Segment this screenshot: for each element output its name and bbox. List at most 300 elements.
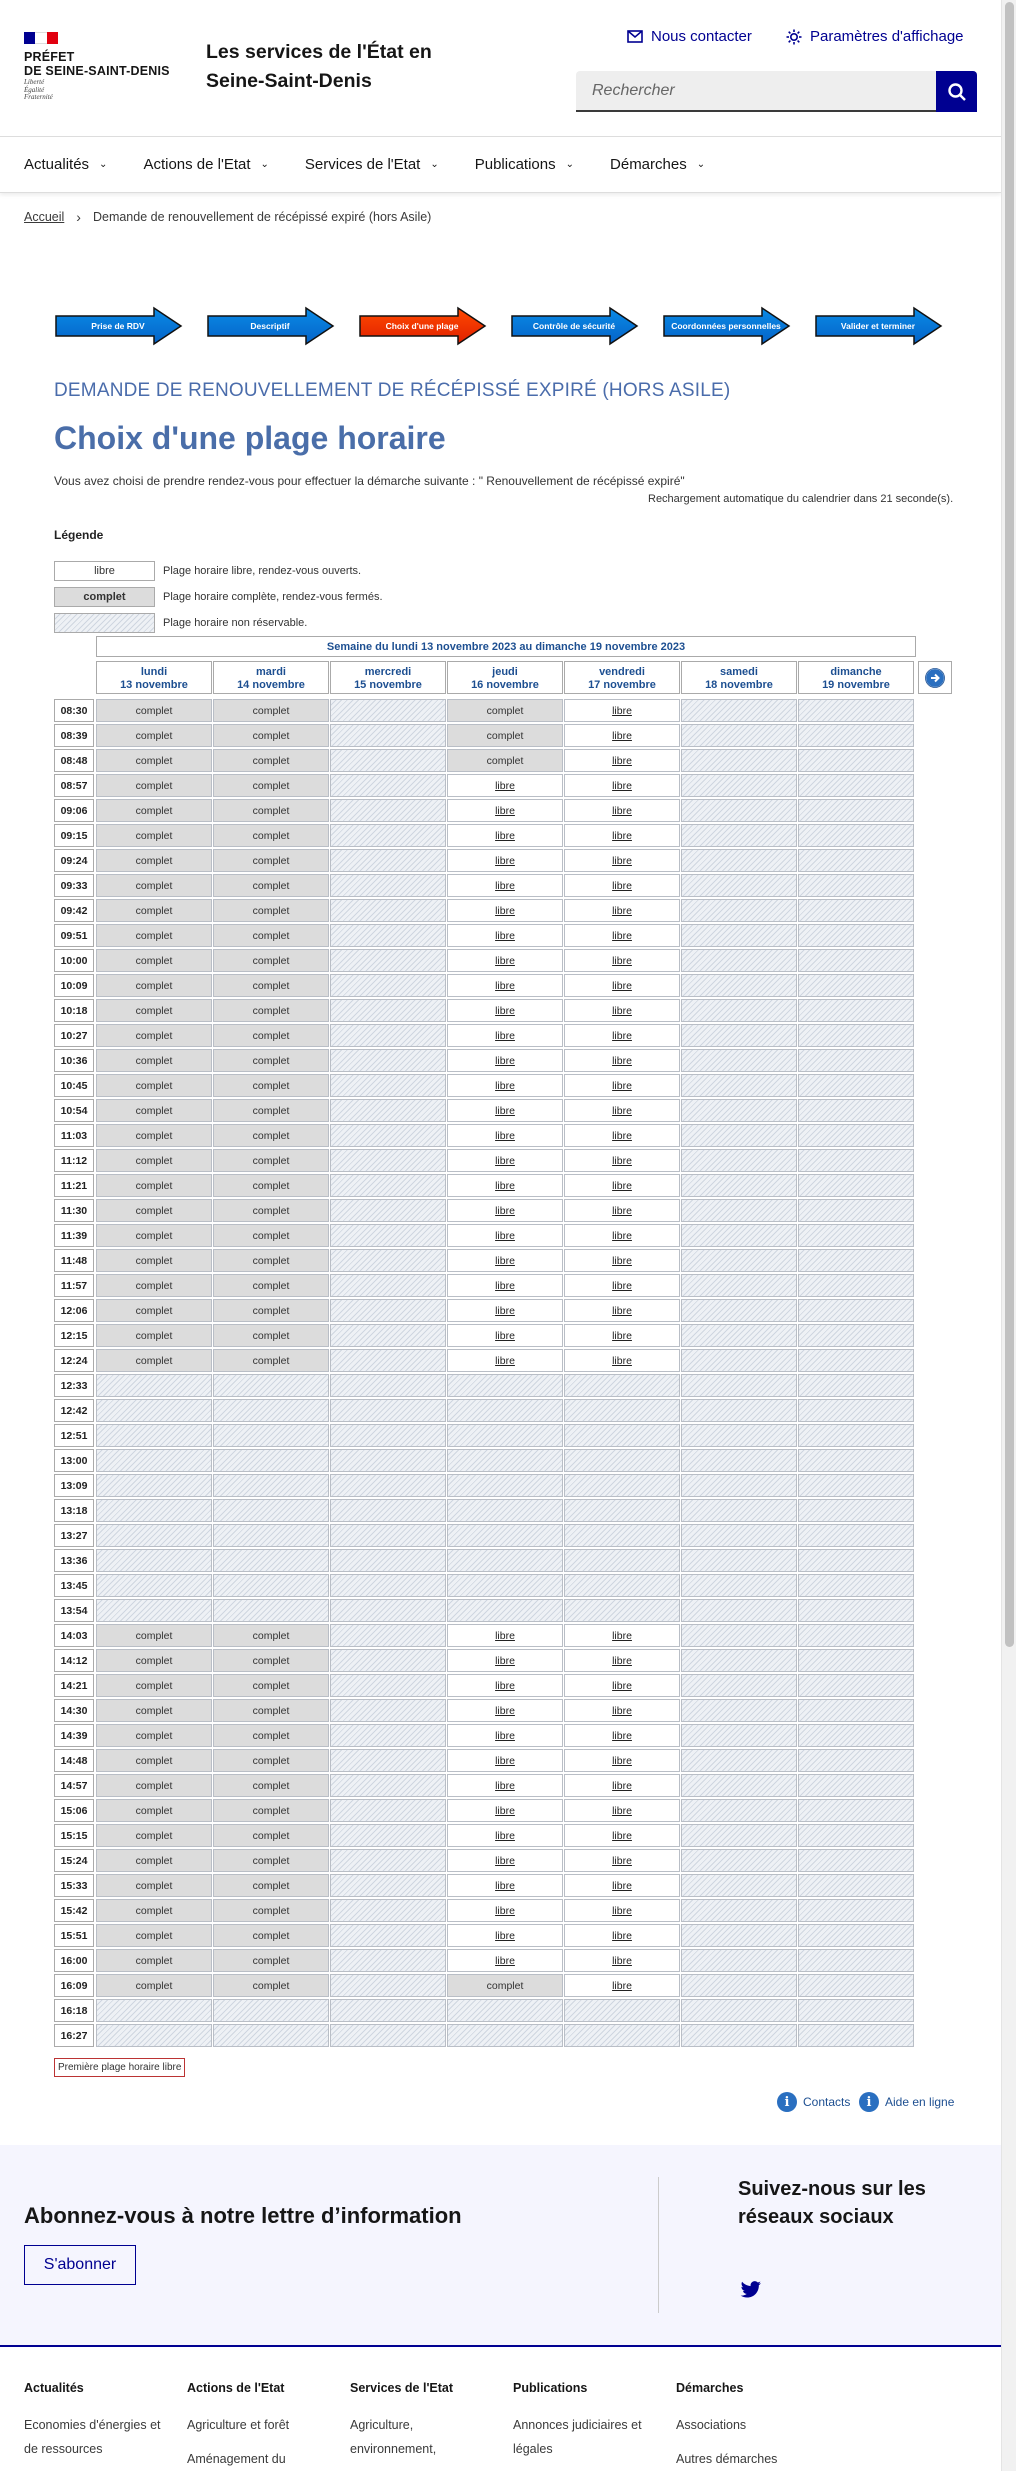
slot-free-link[interactable]: libre xyxy=(495,1129,515,1142)
slot-free-link[interactable]: libre xyxy=(612,1929,632,1942)
slot-free-link[interactable]: libre xyxy=(495,904,515,917)
slot-free-link[interactable]: libre xyxy=(612,1654,632,1667)
slot-free[interactable] xyxy=(564,874,680,897)
chevron-down-icon: ⌄ xyxy=(565,159,575,170)
time-label: 08:48 xyxy=(54,749,94,772)
info-icon: i xyxy=(859,2092,879,2112)
slot-free[interactable] xyxy=(447,1249,563,1272)
timeslot-row xyxy=(54,1799,915,1824)
slot-unavailable xyxy=(681,1374,797,1397)
slot-free[interactable] xyxy=(564,1949,680,1972)
nav-actions-etat[interactable] xyxy=(143,156,268,173)
slot-free-link[interactable]: libre xyxy=(612,1354,632,1367)
slot-free-link[interactable]: libre xyxy=(612,1079,632,1092)
slot-free[interactable] xyxy=(447,1199,563,1222)
chevron-down-icon: ⌄ xyxy=(430,159,439,170)
slot-free[interactable] xyxy=(564,1049,680,1072)
slot-free-link[interactable]: libre xyxy=(612,879,632,892)
timeslot-row xyxy=(54,1724,915,1749)
slot-free-link[interactable]: libre xyxy=(495,1104,515,1117)
slot-unavailable xyxy=(213,1449,329,1472)
slot-free-link[interactable]: libre xyxy=(612,1279,632,1292)
scrollbar-thumb[interactable] xyxy=(1005,2,1014,1647)
slot-free-link[interactable]: libre xyxy=(495,929,515,942)
slot-free[interactable] xyxy=(564,974,680,997)
next-week-button[interactable] xyxy=(918,661,952,694)
slot-free[interactable] xyxy=(564,1749,680,1772)
search-button[interactable] xyxy=(936,71,977,112)
slot-free-link[interactable]: libre xyxy=(612,1254,632,1267)
timeslot-row xyxy=(54,1249,915,1274)
slot-free[interactable] xyxy=(447,1099,563,1122)
footer-link[interactable]: Annonces judiciaires et légales xyxy=(513,2418,642,2456)
time-label: 08:39 xyxy=(54,724,94,747)
slot-free-link[interactable]: libre xyxy=(495,1254,515,1267)
slot-free-link[interactable]: libre xyxy=(612,1829,632,1842)
slot-free-link[interactable]: libre xyxy=(495,1754,515,1767)
slot-full: complet xyxy=(213,1074,329,1097)
slot-full: complet xyxy=(213,874,329,897)
footer-column-title[interactable]: Démarches xyxy=(676,2381,744,2395)
slot-free[interactable] xyxy=(564,724,680,747)
slot-free[interactable] xyxy=(447,1674,563,1697)
slot-free[interactable] xyxy=(447,899,563,922)
slot-free-link[interactable]: libre xyxy=(495,1629,515,1642)
slot-free-link[interactable]: libre xyxy=(495,1354,515,1367)
slot-free[interactable] xyxy=(564,1099,680,1122)
slot-free[interactable] xyxy=(564,1124,680,1147)
slot-unavailable xyxy=(798,1274,914,1297)
slot-free-link[interactable]: libre xyxy=(612,954,632,967)
slot-free-link[interactable]: libre xyxy=(612,1904,632,1917)
slot-free[interactable] xyxy=(447,1949,563,1972)
slot-full: complet xyxy=(213,824,329,847)
footer-column-title[interactable]: Actions de l'Etat xyxy=(187,2381,285,2395)
slot-free[interactable] xyxy=(564,699,680,722)
time-label: 12:33 xyxy=(54,1374,94,1397)
slot-free[interactable] xyxy=(564,949,680,972)
slot-free[interactable] xyxy=(447,1349,563,1372)
slot-free[interactable] xyxy=(564,899,680,922)
subscribe-button[interactable]: S'abonner xyxy=(24,2245,136,2285)
slot-unavailable xyxy=(798,1224,914,1247)
nav-actualites[interactable] xyxy=(24,156,107,173)
time-label: 09:15 xyxy=(54,824,94,847)
footer-link[interactable]: Economies d'énergies et de ressources xyxy=(24,2418,161,2456)
slot-full: complet xyxy=(213,999,329,1022)
slot-free[interactable] xyxy=(447,799,563,822)
time-label: 13:45 xyxy=(54,1574,94,1597)
slot-free[interactable] xyxy=(447,1124,563,1147)
day-header-dimanche xyxy=(798,661,914,694)
slot-free-link[interactable]: libre xyxy=(495,1929,515,1942)
slot-free-link[interactable]: libre xyxy=(495,1804,515,1817)
step-2 xyxy=(206,306,358,346)
prefecture-logo[interactable] xyxy=(24,50,170,78)
slot-free[interactable] xyxy=(447,1799,563,1822)
slot-free[interactable] xyxy=(564,1824,680,1847)
slot-free[interactable] xyxy=(447,1174,563,1197)
slot-unavailable xyxy=(330,1224,446,1247)
slot-unavailable xyxy=(681,1674,797,1697)
slot-free-link[interactable]: libre xyxy=(612,1204,632,1217)
slot-free-link[interactable]: libre xyxy=(495,1004,515,1017)
nav-demarches[interactable] xyxy=(610,156,705,173)
slot-free[interactable] xyxy=(564,799,680,822)
slot-free-link[interactable]: libre xyxy=(612,1179,632,1192)
devise xyxy=(24,79,53,102)
slot-full: complet xyxy=(96,799,212,822)
time-label: 16:09 xyxy=(54,1974,94,1997)
slot-free[interactable] xyxy=(447,1699,563,1722)
slot-free[interactable] xyxy=(447,1649,563,1672)
online-help-link[interactable] xyxy=(859,2092,954,2112)
slot-free[interactable] xyxy=(564,1199,680,1222)
slot-free-link[interactable]: libre xyxy=(495,1779,515,1792)
footer-link[interactable]: Aménagement du xyxy=(187,2452,286,2466)
legend-unavailable-box xyxy=(54,613,155,633)
slot-free[interactable] xyxy=(447,974,563,997)
slot-free-link[interactable]: libre xyxy=(612,1679,632,1692)
footer-link[interactable]: Agriculture, environnement, xyxy=(350,2418,437,2456)
slot-free-link[interactable]: libre xyxy=(612,979,632,992)
slot-unavailable xyxy=(330,1024,446,1047)
next-arrow-icon xyxy=(924,667,946,689)
slot-full: complet xyxy=(96,1899,212,1922)
slot-full: complet xyxy=(447,749,563,772)
slot-free-link[interactable]: libre xyxy=(495,1154,515,1167)
slot-unavailable xyxy=(96,1524,212,1547)
slot-unavailable xyxy=(681,1324,797,1347)
slot-free-link[interactable]: libre xyxy=(495,1204,515,1217)
slot-free-link[interactable]: libre xyxy=(495,1854,515,1867)
slot-free-link[interactable]: libre xyxy=(495,829,515,842)
slot-unavailable xyxy=(447,1574,563,1597)
slot-free-link[interactable]: libre xyxy=(612,1329,632,1342)
slot-unavailable xyxy=(798,1374,914,1397)
slot-unavailable xyxy=(798,874,914,897)
slot-free[interactable] xyxy=(447,999,563,1022)
slot-free[interactable] xyxy=(564,749,680,772)
slot-free-link[interactable]: libre xyxy=(495,1904,515,1917)
footer-column-title[interactable]: Actualités xyxy=(24,2381,84,2395)
slot-unavailable xyxy=(681,1749,797,1772)
nav-publications[interactable] xyxy=(475,156,574,173)
slot-unavailable xyxy=(330,1474,446,1497)
slot-free-link[interactable]: libre xyxy=(495,879,515,892)
slot-free[interactable] xyxy=(447,1324,563,1347)
time-label: 15:15 xyxy=(54,1824,94,1847)
display-settings-button[interactable] xyxy=(786,28,964,45)
slot-free[interactable] xyxy=(564,1799,680,1822)
slot-full: complet xyxy=(213,1699,329,1722)
slot-full: complet xyxy=(96,724,212,747)
slot-full: complet xyxy=(96,1074,212,1097)
slot-unavailable xyxy=(330,1924,446,1947)
timeslot-row xyxy=(54,1449,915,1474)
slot-free-link[interactable]: libre xyxy=(612,1054,632,1067)
slot-free[interactable] xyxy=(564,1224,680,1247)
slot-free-link[interactable]: libre xyxy=(495,1079,515,1092)
slot-free[interactable] xyxy=(564,1074,680,1097)
slot-free-link[interactable]: libre xyxy=(612,854,632,867)
timeslot-row xyxy=(54,924,915,949)
slot-free-link[interactable]: libre xyxy=(495,1054,515,1067)
slot-free[interactable] xyxy=(447,1024,563,1047)
footer-column-title[interactable]: Services de l'Etat xyxy=(350,2381,454,2395)
slot-free[interactable] xyxy=(564,1349,680,1372)
slot-unavailable xyxy=(798,1474,914,1497)
week-header: Semaine du lundi 13 novembre 2023 au dimanche 19 novembre 2023 xyxy=(96,636,916,657)
slot-free-link[interactable]: libre xyxy=(612,1629,632,1642)
slot-free[interactable] xyxy=(447,1274,563,1297)
slot-free-link[interactable]: libre xyxy=(495,779,515,792)
slot-free-link[interactable]: libre xyxy=(612,829,632,842)
slot-free[interactable] xyxy=(564,1924,680,1947)
slot-free[interactable] xyxy=(447,924,563,947)
timeslot-row xyxy=(54,1849,915,1874)
slot-unavailable xyxy=(330,1599,446,1622)
slot-full: complet xyxy=(96,849,212,872)
slot-unavailable xyxy=(798,699,914,722)
slot-unavailable xyxy=(681,1849,797,1872)
slot-unavailable xyxy=(330,1399,446,1422)
nav-services-etat[interactable] xyxy=(305,156,439,173)
slot-free-link[interactable]: libre xyxy=(612,1754,632,1767)
slot-free[interactable] xyxy=(447,1924,563,1947)
contacts-link[interactable] xyxy=(777,2092,850,2112)
slot-free-link[interactable]: libre xyxy=(495,1179,515,1192)
intro-text: Vous avez choisi de prendre rendez-vous pour effectuer la démarche suivante : " Renouvellement de récépissé expiré" xyxy=(54,474,685,488)
slot-free-link[interactable]: libre xyxy=(495,979,515,992)
slot-free[interactable] xyxy=(564,1774,680,1797)
legend-free-box: libre xyxy=(54,561,155,581)
slot-free[interactable] xyxy=(447,1224,563,1247)
slot-free-link[interactable]: libre xyxy=(495,1304,515,1317)
slot-free[interactable] xyxy=(447,1724,563,1747)
time-label: 09:33 xyxy=(54,874,94,897)
slot-free-link[interactable]: libre xyxy=(612,1804,632,1817)
footer-link[interactable]: Associations xyxy=(676,2418,747,2432)
slot-free[interactable] xyxy=(564,1024,680,1047)
slot-free-link[interactable]: libre xyxy=(495,1879,515,1892)
timeslot-row xyxy=(54,1474,915,1499)
slot-free-link[interactable]: libre xyxy=(612,1229,632,1242)
slot-free-link[interactable]: libre xyxy=(612,1154,632,1167)
day-header-jeudi xyxy=(447,661,563,694)
slot-free-link[interactable]: libre xyxy=(612,729,632,742)
slot-free-link[interactable]: libre xyxy=(612,779,632,792)
slot-free-link[interactable]: libre xyxy=(612,704,632,717)
slot-unavailable xyxy=(798,1149,914,1172)
first-free-slot-button[interactable]: Première plage horaire libre xyxy=(54,2058,185,2077)
search-input[interactable]: Rechercher xyxy=(576,71,936,112)
slot-free-link[interactable]: libre xyxy=(612,1979,632,1992)
slot-free[interactable] xyxy=(447,1849,563,1872)
slot-free[interactable] xyxy=(564,1624,680,1647)
slot-full: complet xyxy=(96,1849,212,1872)
slot-free[interactable] xyxy=(447,874,563,897)
slot-free[interactable] xyxy=(564,1974,680,1997)
slot-full: complet xyxy=(96,1099,212,1122)
slot-unavailable xyxy=(798,1899,914,1922)
time-label: 15:42 xyxy=(54,1899,94,1922)
slot-free-link[interactable]: libre xyxy=(495,954,515,967)
slot-free-link[interactable]: libre xyxy=(495,1679,515,1692)
footer-column-title[interactable]: Publications xyxy=(513,2381,588,2395)
slot-unavailable xyxy=(798,1324,914,1347)
slot-free[interactable] xyxy=(564,1274,680,1297)
slot-free[interactable] xyxy=(447,774,563,797)
slot-free[interactable] xyxy=(564,1674,680,1697)
slot-free[interactable] xyxy=(564,1699,680,1722)
slot-free-link[interactable]: libre xyxy=(495,1279,515,1292)
slot-unavailable xyxy=(681,1949,797,1972)
timeslot-row xyxy=(54,899,915,924)
time-label: 12:42 xyxy=(54,1399,94,1422)
slot-unavailable xyxy=(681,999,797,1022)
slot-free[interactable] xyxy=(564,1874,680,1897)
slot-free-link[interactable]: libre xyxy=(612,1954,632,1967)
slot-free[interactable] xyxy=(564,1849,680,1872)
slot-free-link[interactable]: libre xyxy=(495,1954,515,1967)
slot-unavailable xyxy=(330,1549,446,1572)
slot-free-link[interactable]: libre xyxy=(612,804,632,817)
slot-free-link[interactable]: libre xyxy=(612,1729,632,1742)
slot-unavailable xyxy=(798,1874,914,1897)
slot-free-link[interactable]: libre xyxy=(612,754,632,767)
slot-unavailable xyxy=(330,1624,446,1647)
scrollbar[interactable] xyxy=(1001,0,1016,2471)
slot-unavailable xyxy=(213,1499,329,1522)
breadcrumb-home-link[interactable]: Accueil xyxy=(24,210,65,224)
slot-free[interactable] xyxy=(447,949,563,972)
slot-free[interactable] xyxy=(447,1149,563,1172)
slot-free[interactable] xyxy=(447,824,563,847)
footer-link[interactable]: Autres démarches xyxy=(676,2452,778,2466)
slot-free-link[interactable]: libre xyxy=(495,1229,515,1242)
timeslot-row xyxy=(54,1199,915,1224)
divider xyxy=(658,2177,659,2313)
slot-free-link[interactable]: libre xyxy=(495,1704,515,1717)
slot-free[interactable] xyxy=(447,1299,563,1322)
slot-unavailable xyxy=(96,1374,212,1397)
slot-free[interactable] xyxy=(564,924,680,947)
slot-free[interactable] xyxy=(447,1049,563,1072)
slot-free[interactable] xyxy=(447,849,563,872)
slot-free-link[interactable]: libre xyxy=(612,1779,632,1792)
step-5 xyxy=(662,306,814,346)
slot-free-link[interactable]: libre xyxy=(495,1729,515,1742)
slot-full: complet xyxy=(96,1724,212,1747)
slot-free-link[interactable]: libre xyxy=(612,1004,632,1017)
slot-unavailable xyxy=(330,1174,446,1197)
slot-full: complet xyxy=(96,1149,212,1172)
slot-full: complet xyxy=(213,1924,329,1947)
time-label: 12:15 xyxy=(54,1324,94,1347)
slot-free[interactable] xyxy=(564,1324,680,1347)
slot-free-link[interactable]: libre xyxy=(612,1129,632,1142)
slot-full: complet xyxy=(213,1274,329,1297)
day-date: 16 novembre xyxy=(471,678,539,691)
day-header-samedi xyxy=(681,661,797,694)
slot-free[interactable] xyxy=(564,1249,680,1272)
slot-free-link[interactable]: libre xyxy=(495,1654,515,1667)
slot-free[interactable] xyxy=(564,1724,680,1747)
slot-free-link[interactable]: libre xyxy=(612,1029,632,1042)
slot-unavailable xyxy=(681,699,797,722)
time-label: 14:57 xyxy=(54,1774,94,1797)
day-date: 13 novembre xyxy=(120,678,188,691)
slot-free-link[interactable]: libre xyxy=(612,929,632,942)
day-name: dimanche xyxy=(830,666,882,678)
slot-unavailable xyxy=(681,1499,797,1522)
slot-unavailable xyxy=(798,1974,914,1997)
slot-unavailable xyxy=(447,1474,563,1497)
slot-free-link[interactable]: libre xyxy=(495,1329,515,1342)
slot-free[interactable] xyxy=(564,1149,680,1172)
slot-free-link[interactable]: libre xyxy=(612,1304,632,1317)
footer-link[interactable]: Agriculture et forêt xyxy=(187,2418,290,2432)
slot-free-link[interactable]: libre xyxy=(495,804,515,817)
slot-free-link[interactable]: libre xyxy=(495,1029,515,1042)
slot-free-link[interactable]: libre xyxy=(612,1879,632,1892)
slot-free-link[interactable]: libre xyxy=(612,1854,632,1867)
slot-free-link[interactable]: libre xyxy=(612,904,632,917)
slot-free[interactable] xyxy=(564,999,680,1022)
slot-unavailable xyxy=(681,1249,797,1272)
slot-unavailable xyxy=(798,1674,914,1697)
slot-free[interactable] xyxy=(564,1299,680,1322)
slot-free[interactable] xyxy=(447,1624,563,1647)
slot-unavailable xyxy=(798,1024,914,1047)
time-label: 14:12 xyxy=(54,1649,94,1672)
slot-free[interactable] xyxy=(447,1749,563,1772)
contact-link[interactable] xyxy=(627,28,752,45)
slot-free-link[interactable]: libre xyxy=(612,1704,632,1717)
slot-free[interactable] xyxy=(564,824,680,847)
slot-free-link[interactable]: libre xyxy=(612,1104,632,1117)
slot-free[interactable] xyxy=(564,774,680,797)
twitter-link[interactable] xyxy=(740,2281,762,2304)
slot-free[interactable] xyxy=(447,1074,563,1097)
slot-unavailable xyxy=(330,1674,446,1697)
timeslot-row xyxy=(54,1024,915,1049)
slot-free[interactable] xyxy=(447,1774,563,1797)
slot-free[interactable] xyxy=(447,1824,563,1847)
slot-free-link[interactable]: libre xyxy=(495,854,515,867)
slot-unavailable xyxy=(798,1249,914,1272)
slot-free[interactable] xyxy=(564,1649,680,1672)
timeslot-row xyxy=(54,1774,915,1799)
slot-unavailable xyxy=(681,1349,797,1372)
slot-unavailable xyxy=(681,1174,797,1197)
slot-free[interactable] xyxy=(447,1899,563,1922)
timeslot-row xyxy=(54,1424,915,1449)
slot-unavailable xyxy=(96,1499,212,1522)
slot-free[interactable] xyxy=(447,1874,563,1897)
slot-free[interactable] xyxy=(564,849,680,872)
slot-unavailable xyxy=(681,1899,797,1922)
slot-free[interactable] xyxy=(564,1174,680,1197)
site-title[interactable]: Les services de l'État en Seine-Saint-Denis xyxy=(206,41,432,92)
slot-unavailable xyxy=(447,1499,563,1522)
slot-unavailable xyxy=(681,2024,797,2047)
slot-free[interactable] xyxy=(564,1899,680,1922)
slot-unavailable xyxy=(213,1524,329,1547)
slot-full: complet xyxy=(96,1049,212,1072)
slot-free-link[interactable]: libre xyxy=(495,1829,515,1842)
